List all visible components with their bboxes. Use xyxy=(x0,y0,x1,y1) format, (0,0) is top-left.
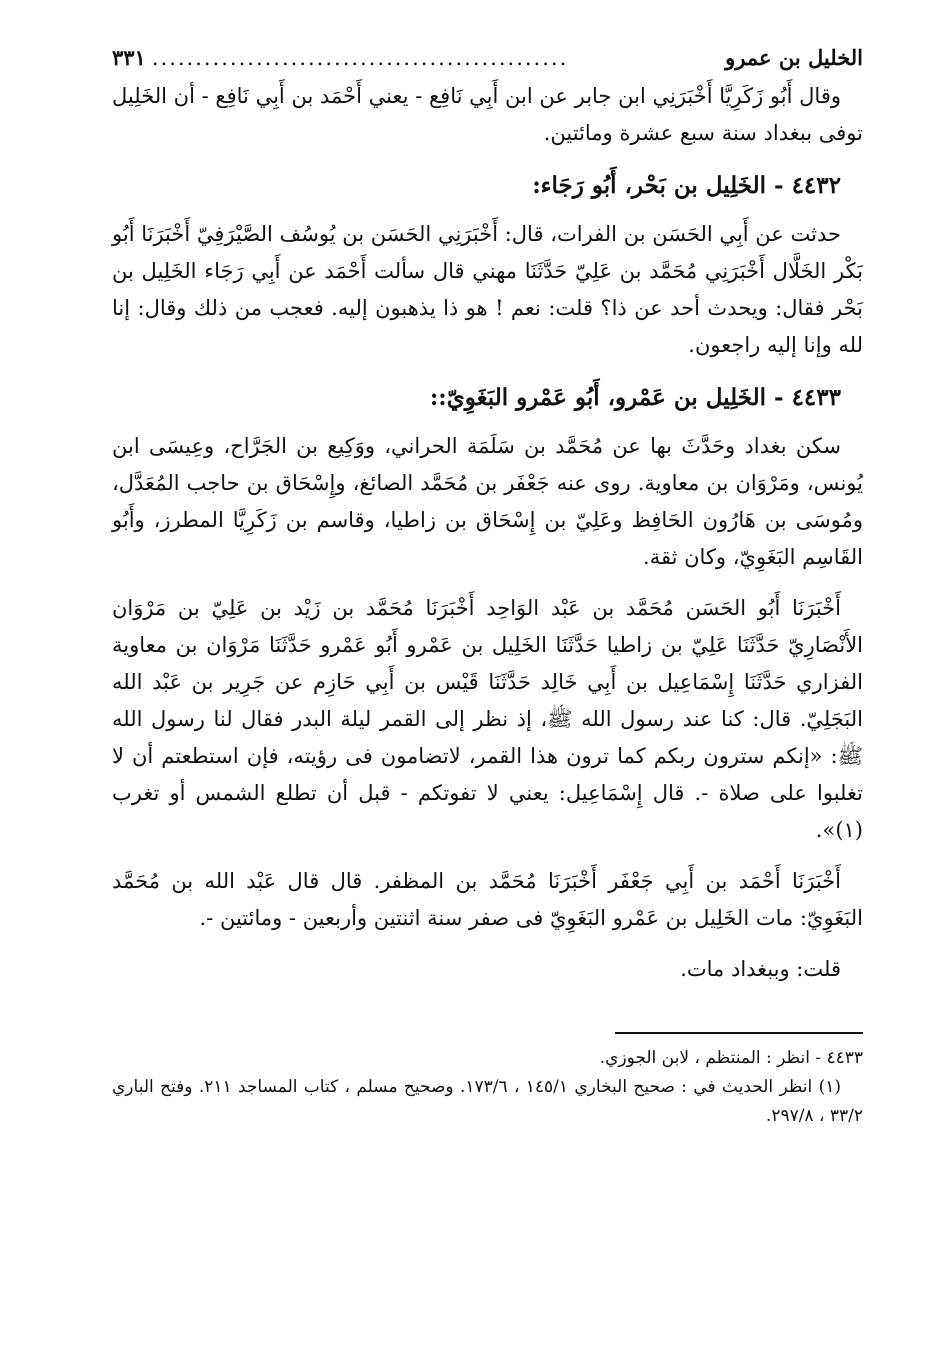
page-number: ٣٣١ xyxy=(112,45,146,70)
paragraph-intro: وقال أَبُو زَكَرِيَّا أَخْبَرَنِي ابن جابر عن ابن أَبِي نَافِع - يعني أَحْمَد بن أَبِي نَافِع - أن الخَلِيل توفى ببغداد سنة سبع عشرة ومائتين. xyxy=(112,84,863,145)
entry-heading-4432: ٤٤٣٢ - الخَلِيل بن بَحْر، أَبُو رَجَاء: xyxy=(532,172,841,199)
paragraph-entry-4433-death: أَخْبَرَنَا أَحْمَد بن أَبِي جَعْفَر أَخْبَرَنَا مُحَمَّد بن المظفر. قال قال عَبْد الله بن مُحَمَّد البَغَوِيّ: مات الخَلِيل بن عَمْرو البَغَوِيّ فى صفر سنة اثنتين وأربعين - ومائتين -. xyxy=(112,869,863,930)
paragraph-entry-4433-bio: سكن بغداد وحَدَّثَ بها عن مُحَمَّد بن سَلَمَة الحراني، ووَكِيع بن الجَرَّاح، وعِيسَى ابن يُونس، ومَرْوَان بن معاوية. روى عنه جَعْفَر بن مُحَمَّد الصائغ، وإِسْحَاق بن حاجب المُعَدَّل، ومُوسَى بن هَارُون الحَافِظ وعَلِيّ بن إِسْحَاق بن زاطيا، وقاسم بن زَكَرِيَّا المطرز، وأَبُو القَاسِم البَغَوِيّ، وكان ثقة. xyxy=(112,434,863,569)
paragraph-entry-4433-hadith: أَخْبَرَنَا أَبُو الحَسَن مُحَمَّد بن عَبْد الوَاحِد أَخْبَرَنَا مُحَمَّد بن زَيْد بن عَلِيّ بن مَرْوَان الأَنْصَارِيّ حَدَّثَنَا عَلِيّ بن زاطيا حَدَّثَنَا الخَلِيل بن عَمْرو أَبُو عَمْرو حَدَّثَنَا مَرْوَان بن معاوية الفزاري حَدَّثَنَا إِسْمَاعِيل بن أَبِي خَالِد حَدَّثَنَا قَيْس بن أَبِي حَازِم عن جَرِير بن عَبْد الله البَجَلِيّ. قال: كنا عند رسول الله ﷺ، إذ نظر إلى القمر ليلة البدر فقال لنا رسول الله ﷺ: «إنكم سترون ربكم كما ترون هذا القمر، لاتضامون فى رؤيته، فإن استطعتم أن لا تغلبوا على صلاة -. قال إِسْمَاعِيل: يعني لا تفوتكم - قبل أن تطلع الشمس أو تغرب (١)». xyxy=(112,596,863,842)
paragraph-closing-note: قلت: وببغداد مات. xyxy=(680,957,841,981)
entry-heading-4433: ٤٤٣٣ - الخَلِيل بن عَمْرو، أَبُو عَمْرو البَغَوِيّ:: xyxy=(429,384,841,411)
footnote-source: ٤٤٣٣ - انظر : المنتظم ، لابن الجوزي. xyxy=(599,1048,863,1068)
header-leader-dots: ................................................ xyxy=(151,46,569,70)
paragraph-entry-4432: حدثت عن أَبِي الحَسَن بن الفرات، قال: أَخْبَرَنِي الحَسَن بن يُوسُف الصَّيْرَفِيّ أَخْبَرَنَا أَبُو بَكْر الخَلَّال أَخْبَرَنِي مُحَمَّد بن عَلِيّ حَدَّثَنَا مهني قال سألت أَحْمَد عن أَبِي رَجَاء الخَلِيل بن بَحْر فقال: ويحدث أحد عن ذا؟ قلت: نعم ! هو ذا يذهبون إليه. فعجب من ذلك وقال: إنا لله وإنا إليه راجعون. xyxy=(112,222,863,357)
footnote-divider xyxy=(615,1032,863,1034)
footnote-1: (١) انظر الحديث في : صحيح البخاري ١٤٥/١ ، ١٧٣/٦. وصحيح مسلم ، كتاب المساجد ٢١١. وفتح الباري ٣٣/٢ ، ٢٩٧/٨. xyxy=(112,1077,863,1126)
running-header xyxy=(112,38,863,78)
header-title: الخليل بن عمرو xyxy=(725,45,863,70)
footnotes xyxy=(112,1044,863,1131)
